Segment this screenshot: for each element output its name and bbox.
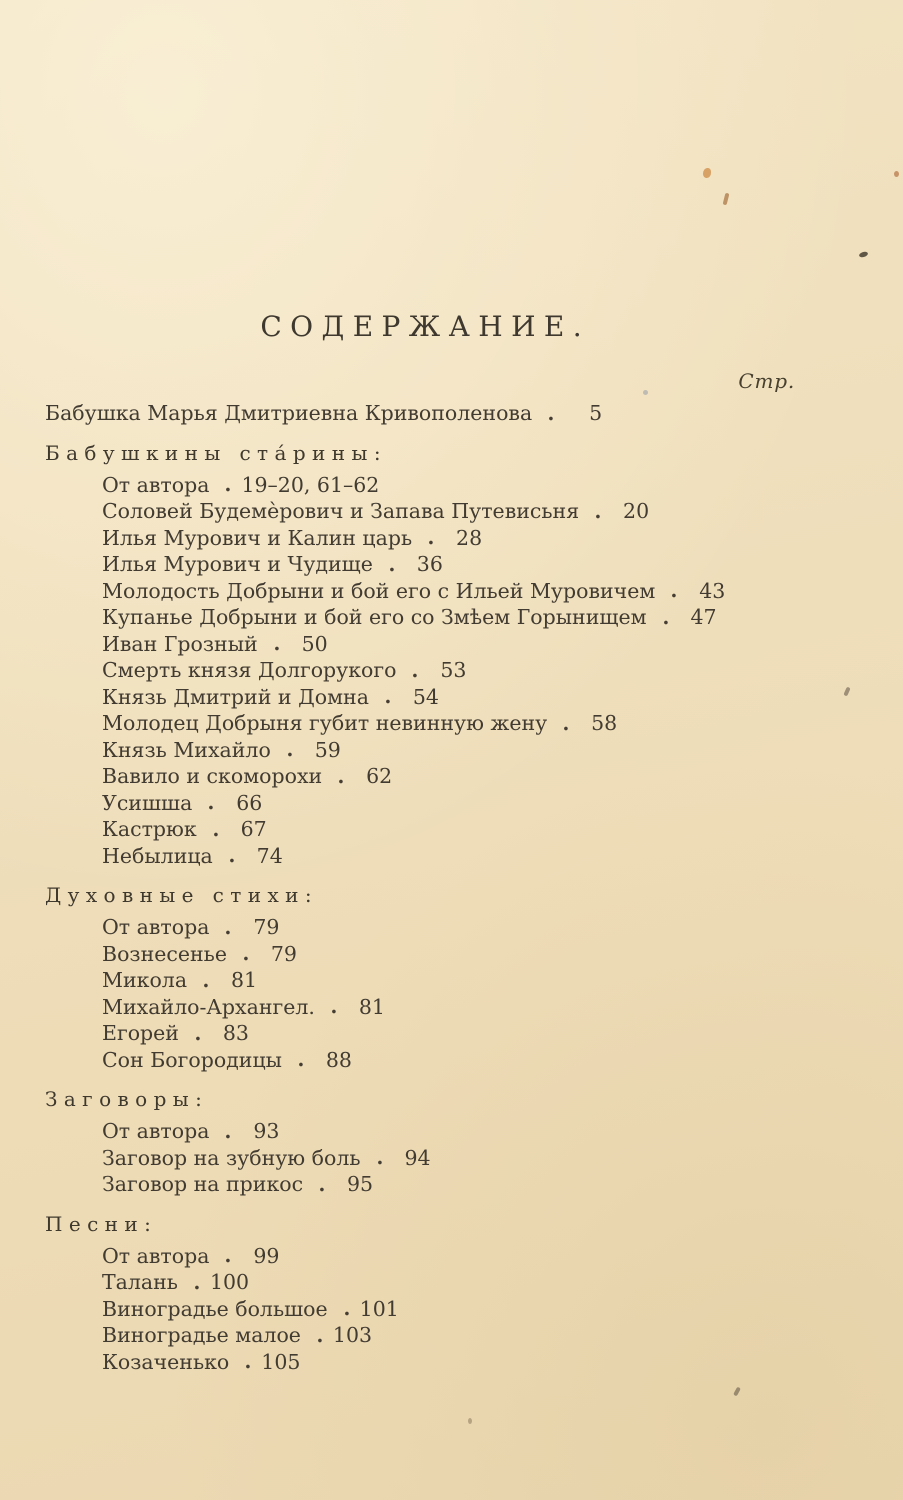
toc-row — [45, 1349, 797, 1376]
dot-leader — [190, 1269, 202, 1296]
toc-row — [45, 1269, 797, 1296]
page-number: 81 — [230, 968, 258, 992]
paper-speck — [894, 171, 899, 177]
page-number: 94 — [404, 1145, 431, 1170]
toc-row-title: Вознесенье — [102, 941, 227, 966]
toc-row — [45, 400, 797, 427]
paper-speck — [468, 1418, 472, 1424]
toc-row — [45, 1171, 797, 1198]
toc-row-title: Виноградье малое — [102, 1323, 301, 1347]
page-number: 88 — [325, 1047, 352, 1072]
toc-row — [45, 684, 797, 711]
dot-leader — [544, 400, 556, 427]
dot-leader — [340, 1296, 352, 1323]
page-number: 50 — [301, 631, 328, 656]
dot-leader — [191, 1020, 203, 1047]
page-number: 19–20, 61–62 — [241, 472, 380, 497]
paper-speck — [843, 687, 850, 697]
toc-row — [45, 843, 797, 870]
page-title: СОДЕРЖАНИЕ. — [260, 310, 591, 343]
section-heading: Песни: — [45, 1211, 158, 1236]
toc-row-title: От автора — [102, 1119, 210, 1143]
toc-section — [45, 1086, 797, 1198]
section-heading: Заговоры: — [45, 1087, 209, 1111]
page-number: 58 — [591, 711, 618, 735]
toc-row — [45, 657, 797, 684]
page-number: 53 — [440, 658, 467, 682]
page-number: 47 — [690, 605, 717, 629]
page-number: 54 — [412, 684, 439, 709]
scanned-page — [45, 310, 797, 1375]
dot-leader — [381, 684, 393, 711]
page-number: 105 — [261, 1349, 301, 1374]
toc-row-title: Молодость Добрыни и бой его с Ильей Муровичем — [102, 578, 656, 603]
toc-row-title: Кастрюк — [102, 817, 197, 841]
page-number: 67 — [240, 817, 267, 841]
section-heading: Бабушкины ста́рины: — [45, 440, 387, 465]
toc-row — [45, 498, 797, 525]
toc-row-title: От автора — [102, 915, 210, 939]
toc-row — [45, 1145, 797, 1172]
toc-row — [45, 914, 797, 941]
toc-row — [45, 604, 797, 631]
toc-row-title: Соловей Будемѐрович и Запава Путевисьня — [102, 499, 580, 523]
page-number: 59 — [314, 737, 341, 762]
toc-row-title: Илья Мурович и Чудище — [102, 552, 373, 576]
toc-section — [45, 882, 797, 1073]
dot-leader — [373, 1145, 385, 1172]
page-number: 66 — [236, 790, 263, 815]
page-number: 5 — [589, 401, 603, 425]
dot-leader — [270, 631, 282, 658]
toc-row-title: Сон Богородицы — [102, 1047, 282, 1072]
page-number: 81 — [358, 994, 385, 1019]
dot-leader — [283, 737, 295, 764]
toc-row-title: Небылица — [102, 843, 213, 868]
toc-row — [45, 1047, 797, 1074]
toc-row — [45, 578, 797, 605]
toc-row-title: Микола — [102, 968, 188, 992]
dot-leader — [209, 816, 221, 843]
toc-row — [45, 1243, 797, 1270]
toc-row-title: Молодец Добрыня губит невинную жену — [102, 711, 548, 735]
page-number: 43 — [699, 578, 726, 603]
toc-row-title: От автора — [102, 1243, 210, 1268]
toc-row — [45, 1322, 797, 1349]
dot-leader — [221, 914, 233, 941]
toc-row — [45, 1296, 797, 1323]
page-number: 103 — [332, 1323, 373, 1347]
toc-row — [45, 631, 797, 658]
toc-row — [45, 525, 797, 552]
page-number: 74 — [256, 843, 283, 868]
toc-row-title: Виноградье большое — [102, 1296, 328, 1321]
page-number: 62 — [366, 764, 393, 788]
dot-leader — [225, 843, 237, 870]
page-number: 101 — [359, 1296, 399, 1321]
toc-row — [45, 967, 797, 994]
toc-row-title: Егорей — [102, 1021, 179, 1045]
page-number: 83 — [222, 1021, 249, 1045]
dot-leader — [241, 1349, 253, 1376]
toc-row — [45, 816, 797, 843]
toc-row-title: От автора — [102, 472, 210, 497]
dot-leader — [424, 525, 436, 552]
paper-speck — [723, 193, 730, 206]
toc-row — [45, 1020, 797, 1047]
toc-row-title: Михайло-Архангел. — [102, 994, 315, 1019]
dot-leader — [221, 472, 233, 499]
page-number: 20 — [623, 499, 650, 523]
toc — [45, 400, 797, 1375]
toc-row-title: Бабушка Марья Дмитриевна Кривополенова — [45, 401, 533, 425]
dot-leader — [408, 657, 420, 684]
toc-row-title: Заговор на зубную боль — [102, 1145, 361, 1170]
toc-row-title: Вавило и скоморохи — [102, 764, 323, 788]
toc-section — [45, 1211, 797, 1376]
toc-row — [45, 551, 797, 578]
toc-row — [45, 737, 797, 764]
page-number: 95 — [347, 1172, 374, 1196]
dot-leader — [385, 551, 397, 578]
dot-leader — [334, 763, 346, 790]
toc-row-title: Иван Грозный — [102, 631, 258, 656]
page-number: 79 — [270, 941, 297, 966]
toc-row — [45, 941, 797, 968]
page-number: 100 — [209, 1270, 250, 1294]
toc-section — [45, 440, 797, 870]
toc-row-title: Илья Мурович и Калин царь — [102, 525, 413, 550]
toc-row-title: Заговор на прикос — [102, 1172, 304, 1196]
page-number: 99 — [253, 1243, 280, 1268]
dot-leader — [591, 498, 603, 525]
toc-row — [45, 790, 797, 817]
dot-leader — [239, 941, 251, 968]
dot-leader — [659, 604, 671, 631]
dot-leader — [204, 790, 216, 817]
paper-speck — [858, 251, 868, 259]
dot-leader — [667, 578, 679, 605]
toc-row-title: Смерть князя Долгорукого — [102, 658, 397, 682]
dot-leader — [199, 967, 211, 994]
toc-row-title: Купанье Добрыни и бой его со Змѣем Горынищем — [102, 605, 647, 629]
dot-leader — [315, 1171, 327, 1198]
dot-leader — [221, 1118, 233, 1145]
page-number: 93 — [253, 1119, 280, 1143]
page-number: 79 — [253, 915, 280, 939]
toc-row — [45, 710, 797, 737]
dot-leader — [294, 1047, 306, 1074]
paper-speck — [733, 1387, 741, 1397]
dot-leader — [221, 1243, 233, 1270]
toc-row-title: Князь Михайло — [102, 737, 271, 762]
toc-row-title: Талань — [102, 1270, 178, 1294]
paper-speck — [703, 168, 711, 178]
dot-leader — [559, 710, 571, 737]
toc-row-title: Князь Дмитрий и Домна — [102, 684, 369, 709]
page-number: 36 — [416, 552, 443, 576]
toc-row — [45, 763, 797, 790]
section-heading: Духовные стихи: — [45, 883, 318, 907]
toc-row-title: Усишша — [102, 790, 193, 815]
page-number: 28 — [456, 525, 483, 550]
toc-row-title: Козаченько — [102, 1349, 230, 1374]
toc-row — [45, 1118, 797, 1145]
toc-row — [45, 994, 797, 1021]
toc-row — [45, 472, 797, 499]
dot-leader — [313, 1322, 325, 1349]
page-column-header: Стр. — [738, 369, 795, 393]
dot-leader — [327, 994, 339, 1021]
